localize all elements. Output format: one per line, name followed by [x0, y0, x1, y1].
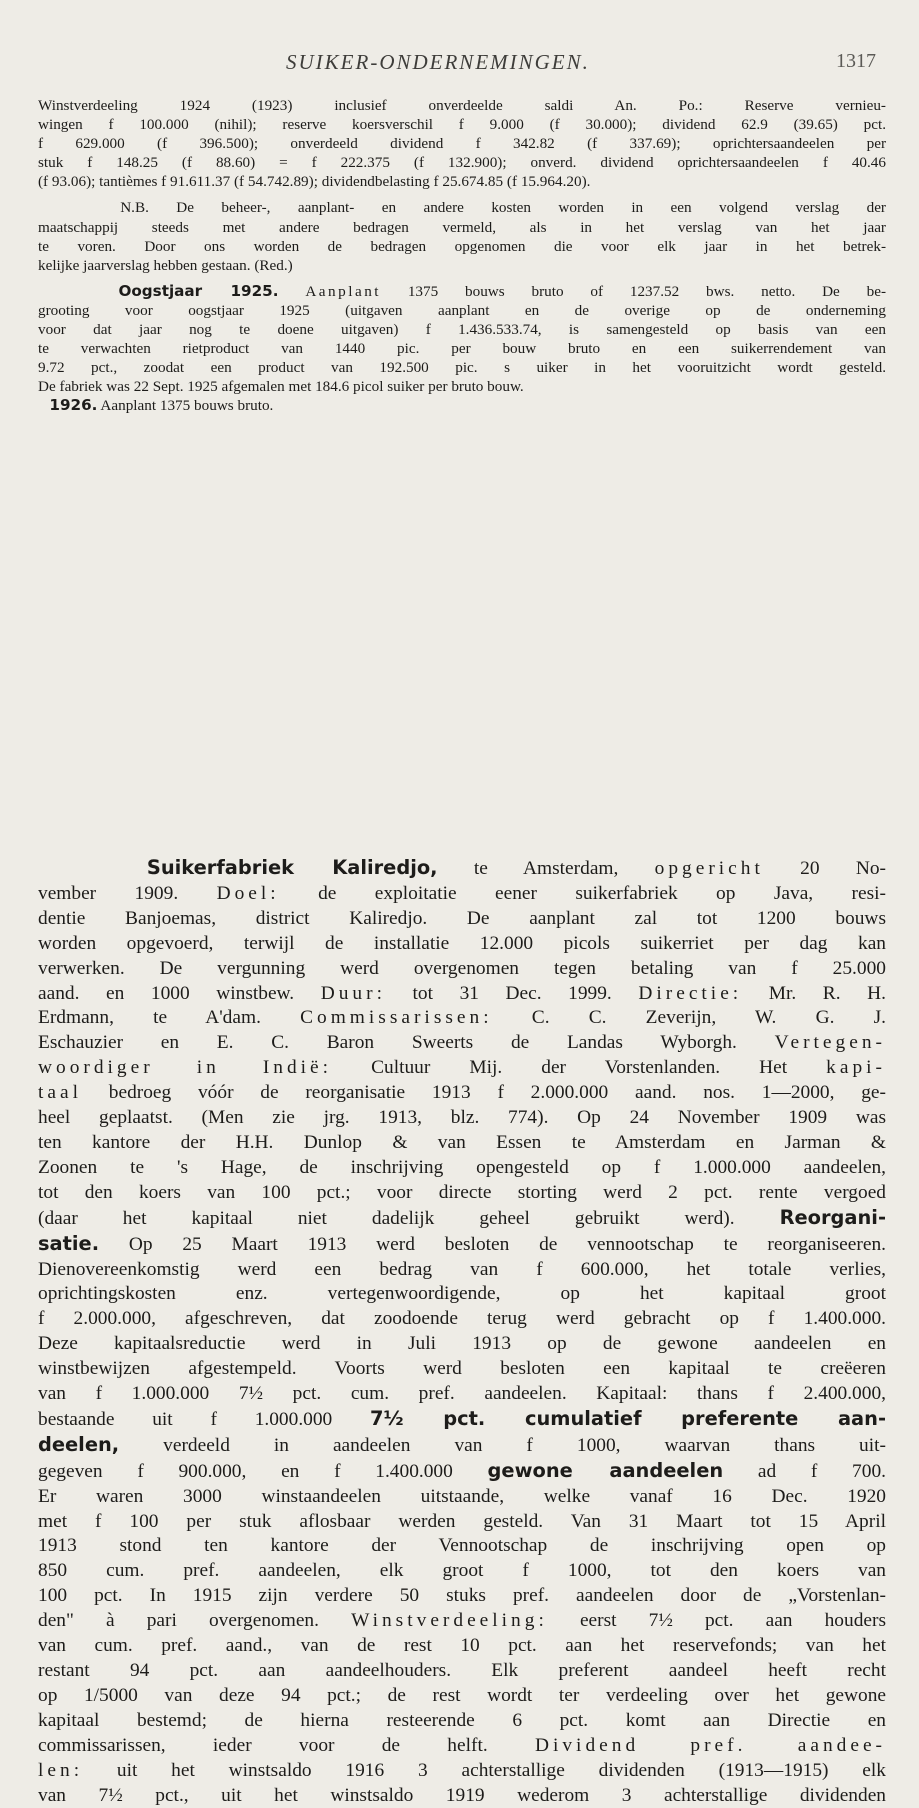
small-print-section: [38, 96, 886, 416]
text-line: woordiger in Indië: Cultuur Mij. der Vorstenlanden. Het kapi-: [38, 1057, 887, 1079]
text-line: voor dat jaar nog te doene uitgaven) f 1.436.533.74, is samengesteld op basis van een: [38, 321, 886, 339]
text-line: 100 pct. In 1915 zijn verdere 50 stuks pref. aandeelen door de „Vorstenlan-: [38, 1585, 886, 1607]
company-entry: [38, 856, 886, 1808]
text-line: f 2.000.000, afgeschreven, dat zoodoende terug werd gebracht op f 1.400.000.: [38, 1308, 886, 1330]
text-line: stuk f 148.25 (f 88.60) = f 222.375 (f 132.900); onverd. dividend oprichtersaandeelen f 40.46: [38, 154, 886, 172]
running-title: SUIKER-ONDERNEMINGEN.: [286, 50, 590, 74]
text-line: grooting voor oogstjaar 1925 (uitgaven aanplant en de overige op de onderneming: [38, 301, 886, 319]
text-line: 9.72 pct., zoodat een product van 192.500 pic. s uiker in het vooruitzicht wordt gesteld.: [38, 359, 886, 377]
text-line: len: uit het winstsaldo 1916 3 achterstallige dividenden (1913—1915) elk: [38, 1759, 886, 1781]
page-number: 1317: [836, 50, 876, 72]
text-line: Eschauzier en E. C. Baron Sweerts de Landas Wyborgh. Vertegen-: [38, 1032, 886, 1054]
text-line: Winstverdeeling 1924 (1923) inclusief onverdeelde saldi An. Po.: Reserve vernieu-: [38, 97, 886, 114]
text-line: (daar het kapitaal niet dadelijk geheel gebruikt werd). Reorgani-: [38, 1205, 886, 1229]
text-line: 1913 stond ten kantore der Vennootschap de inschrijving open op: [38, 1535, 886, 1557]
text-line: restant 94 pct. aan aandeelhouders. Elk preferent aandeel heeft recht: [38, 1660, 886, 1681]
text-line: den" à pari overgenomen. Winstverdeeling: eerst 7½ pct. aan houders: [38, 1610, 886, 1632]
reorganisation-heading: Reorgani-: [779, 1205, 886, 1229]
text-line: van f 1.000.000 7½ pct. cum. pref. aandeelen. Kapitaal: thans f 2.400.000,: [38, 1383, 886, 1405]
text-line: maatschappij steeds met andere bedragen vermeld, als in het verslag van het jaar: [38, 218, 886, 236]
text-line: satie. Op 25 Maart 1913 werd besloten de vennootschap te reorganiseeren.: [38, 1231, 886, 1255]
text-line: ten kantore der H.H. Dunlop & van Essen te Amsterdam en Jarman &: [38, 1131, 886, 1153]
text-line: Dienovereenkomstig werd een bedrag van f 600.000, het totale verlies,: [38, 1258, 886, 1280]
text-line: van cum. pref. aand., van de rest 10 pct. aan het reservefonds; van het: [38, 1635, 886, 1657]
harvest-year-1926-heading: 1926.: [49, 396, 98, 415]
text-line: winstbewijzen afgestempeld. Voorts werd besloten een kapitaal te creëeren: [38, 1358, 886, 1380]
text-line: aand. en 1000 winstbew. Duur: tot 31 Dec. 1999. Directie: Mr. R. H.: [38, 982, 887, 1004]
text-line: tot den koers van 100 pct.; voor directe storting werd 2 pct. rente vergoed: [38, 1181, 886, 1203]
text-line: deelen, verdeeld in aandeelen van f 1000, waarvan thans uit-: [38, 1432, 886, 1456]
text-line: bestaande uit f 1.000.000 7½ pct. cumulatief preferente aan-: [38, 1406, 886, 1430]
text-line: taal bedroeg vóór de reorganisatie 1913 f 2.000.000 aand. nos. 1—2000, ge-: [38, 1082, 886, 1104]
text-line: vember 1909. Doel: de exploitatie eener suikerfabriek op Java, resi-: [38, 882, 887, 904]
company-heading: Suikerfabriek Kaliredjo,: [146, 856, 438, 879]
text-line: van 7½ pct., uit het winstsaldo 1919 wederom 3 achterstallige dividenden: [38, 1784, 886, 1806]
text-line: Suikerfabriek Kaliredjo, te Amsterdam, opgericht 20 No-: [146, 856, 886, 879]
text-line: dentie Banjoemas, district Kaliredjo. De aanplant zal tot 1200 bouws: [38, 907, 886, 929]
text-line: te verwachten rietproduct van 1440 pic. per bouw bruto en een suikerrendement van: [38, 340, 886, 358]
text-line: 850 cum. pref. aandeelen, elk groot f 1000, tot den koers van: [38, 1560, 886, 1582]
text-line: worden opgevoerd, terwijl de installatie 12.000 picols suikerriet per dag kan: [38, 932, 886, 954]
text-line: oprichtingskosten enz. vertegenwoordigende, op het kapitaal groot: [38, 1283, 886, 1305]
text-line: met f 100 per stuk aflosbaar werden gesteld. Van 31 Maart tot 15 April: [38, 1510, 886, 1532]
text-line: (f 93.06); tantièmes f 91.611.37 (f 54.742.89); dividendbelasting f 25.674.85 (f 15.964.20).: [38, 173, 591, 191]
text-line: verwerken. De vergunning werd overgenomen tegen betaling van f 25.000: [38, 957, 886, 979]
text-line: wingen f 100.000 (nihil); reserve koersverschil f 9.000 (f 30.000); dividend 62.9 (39.65) pct.: [38, 116, 886, 134]
text-line: kapitaal bestemd; de hierna resteerende 6 pct. komt aan Directie en: [38, 1709, 886, 1731]
text-line: gegeven f 900.000, en f 1.400.000 gewone aandeelen ad f 700.: [38, 1458, 886, 1482]
text-line: Zoonen te 's Hage, de inschrijving opengesteld op f 1.000.000 aandeelen,: [38, 1156, 886, 1178]
text-line: Erdmann, te A'dam. Commissarissen: C. C. Zeverijn, W. G. J.: [38, 1007, 886, 1029]
text-line: f 629.000 (f 396.500); onverdeeld dividend f 342.82 (f 337.69); oprichtersaandeelen per: [38, 135, 886, 153]
harvest-year-1925-heading: Oogstjaar 1925.: [118, 281, 279, 300]
text-line: Oogstjaar 1925. Aanplant 1375 bouws bruto of 1237.52 bws. netto. De be-: [118, 281, 887, 300]
text-line: 1926. Aanplant 1375 bouws bruto.: [49, 396, 274, 415]
text-line: kelijke jaarverslag hebben gestaan. (Red.): [38, 256, 293, 274]
text-line: N.B. De beheer-, aanplant- en andere kosten worden in een volgend verslag der: [120, 199, 886, 217]
text-line: op 1/5000 van deze 94 pct.; de rest wordt ter verdeeling over het gewone: [38, 1684, 886, 1706]
text-line: heel geplaatst. (Men zie jrg. 1913, blz. 774). Op 24 November 1909 was: [38, 1107, 886, 1129]
text-line: De fabriek was 22 Sept. 1925 afgemalen met 184.6 picol suiker per bruto bouw.: [38, 378, 524, 396]
text-line: Deze kapitaalsreductie werd in Juli 1913 op de gewone aandeelen en: [38, 1333, 886, 1355]
text-line: commissarissen, ieder voor de helft. Dividend pref. aandee-: [38, 1734, 887, 1756]
page-header: [0, 50, 919, 80]
text-line: Er waren 3000 winstaandeelen uitstaande, welke vanaf 16 Dec. 1920: [38, 1485, 886, 1507]
text-line: te voren. Door ons worden de bedragen opgenomen die voor elk jaar in het betrek-: [38, 237, 886, 255]
